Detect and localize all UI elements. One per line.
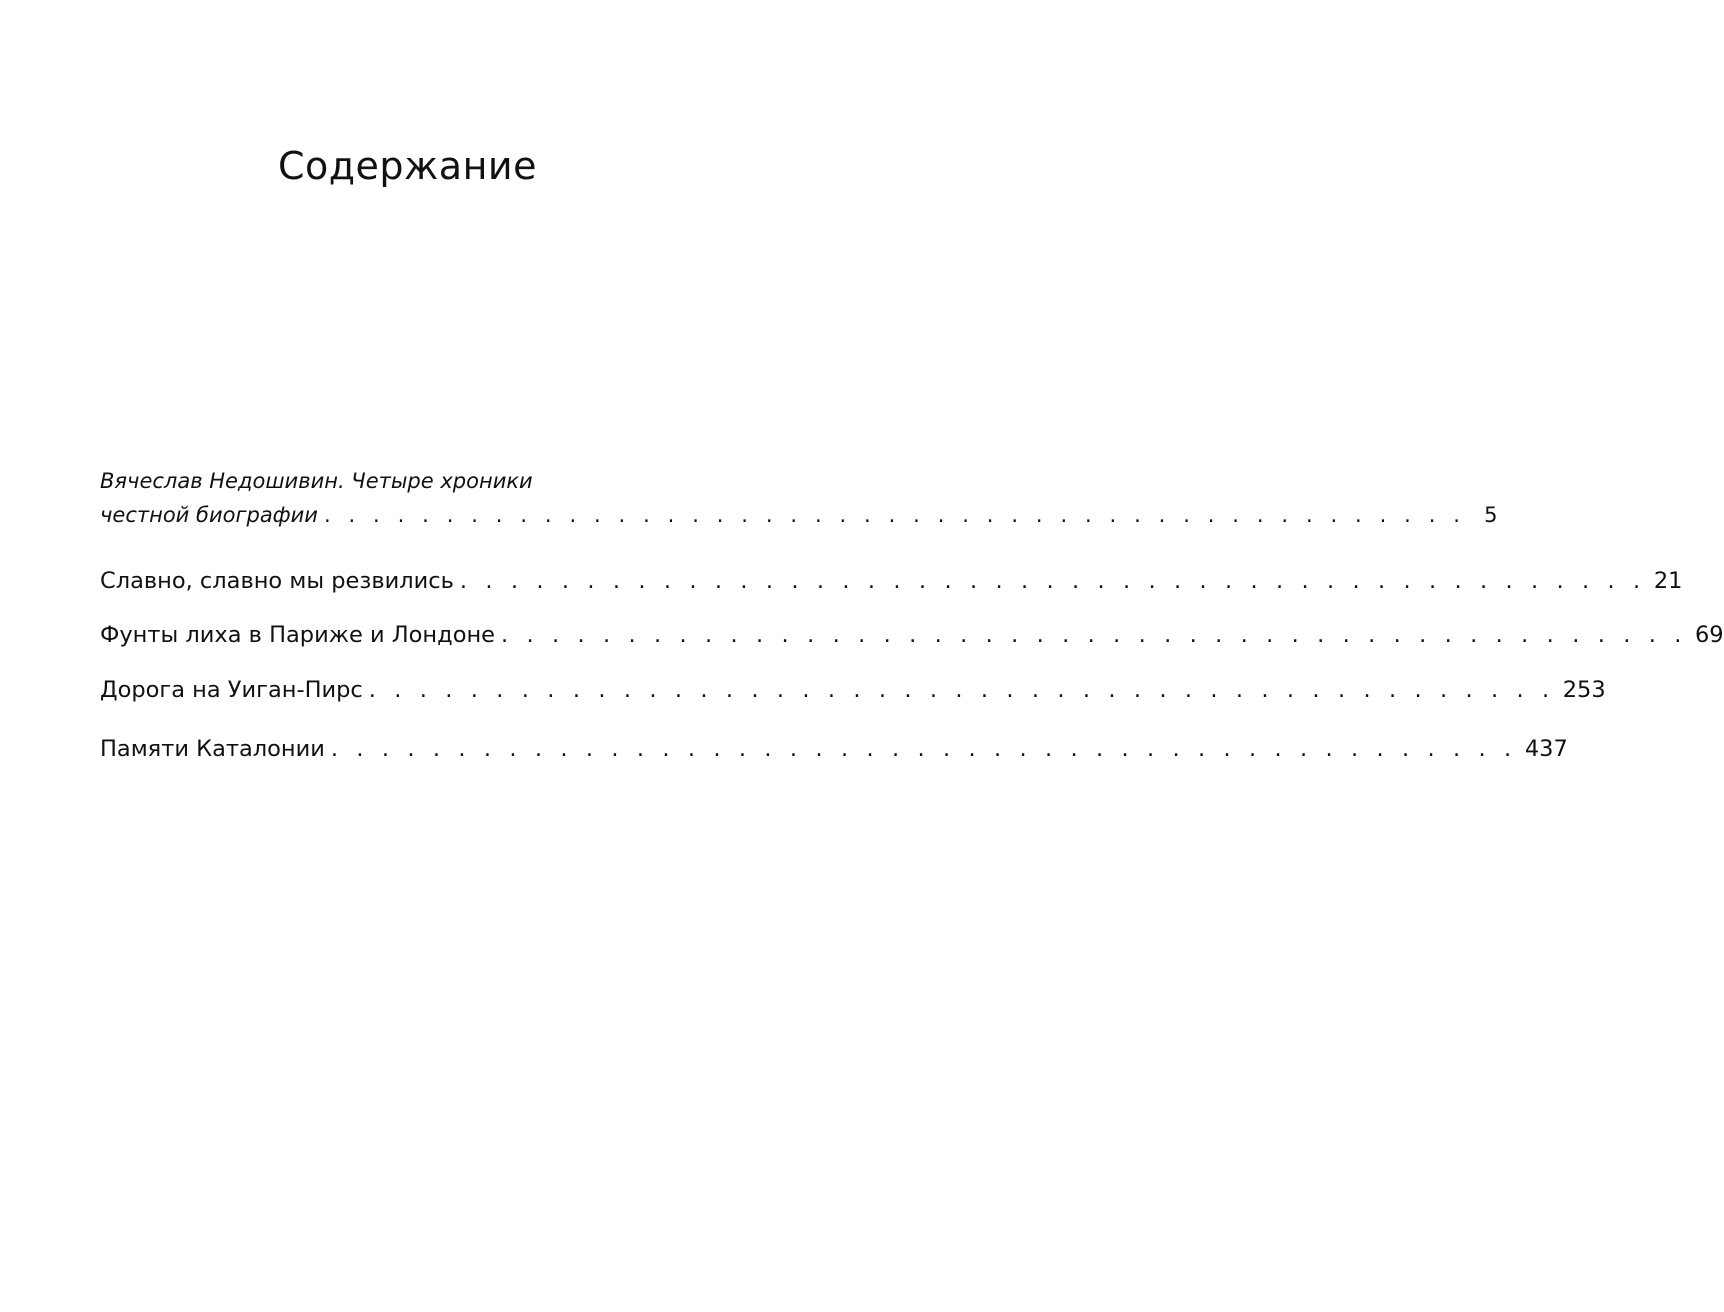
toc-entry-title: Памяти Каталонии (100, 736, 325, 762)
toc-entry[interactable] (100, 618, 1724, 652)
toc-page-number: 437 (1524, 736, 1568, 762)
toc-entry-title: Фунты лиха в Париже и Лондоне (100, 622, 496, 648)
dot-leader: . . . . . . . . . . . . . . . . . . . . . . . . . . . . . . . . . . . . . . . . . . . . . . . (323, 503, 1466, 527)
toc-entry-title: Славно, славно мы резвились (100, 568, 454, 594)
dot-leader: . . . . . . . . . . . . . . . . . . . . . . . . . . . . . . . . . . . . . . . . . . . . . . . (501, 622, 1687, 648)
dot-leader: . . . . . . . . . . . . . . . . . . . . . . . . . . . . . . . . . . . . . . . . . . . . . . . (459, 568, 1646, 594)
toc-entry[interactable] (100, 732, 1568, 766)
toc-page-number: 5 (1484, 503, 1498, 527)
table-of-contents (100, 0, 1724, 1312)
toc-entry-title: Вячеслав Недошивин. Четыре хроники (100, 469, 533, 493)
toc-page-number: 21 (1653, 568, 1683, 594)
dot-leader: . . . . . . . . . . . . . . . . . . . . . . . . . . . . . . . . . . . . . . . . . . . . . . . (368, 677, 1555, 703)
toc-entry[interactable] (100, 673, 1606, 707)
toc-entry-title: Дорога на Уиган-Пирс (100, 677, 363, 703)
page-title: Содержание (278, 144, 537, 188)
dot-leader: . . . . . . . . . . . . . . . . . . . . . . . . . . . . . . . . . . . . . . . . . . . . . . . (330, 736, 1517, 762)
toc-entry-title: честной биографии (100, 503, 318, 527)
toc-entry-title-line (100, 464, 707, 498)
toc-entry[interactable] (100, 564, 1683, 598)
toc-page-number: 253 (1562, 677, 1606, 703)
toc-page-number: 69 (1694, 622, 1724, 648)
toc-entry-foreword[interactable] (100, 464, 1498, 532)
toc-entry-title-line (100, 498, 1498, 532)
